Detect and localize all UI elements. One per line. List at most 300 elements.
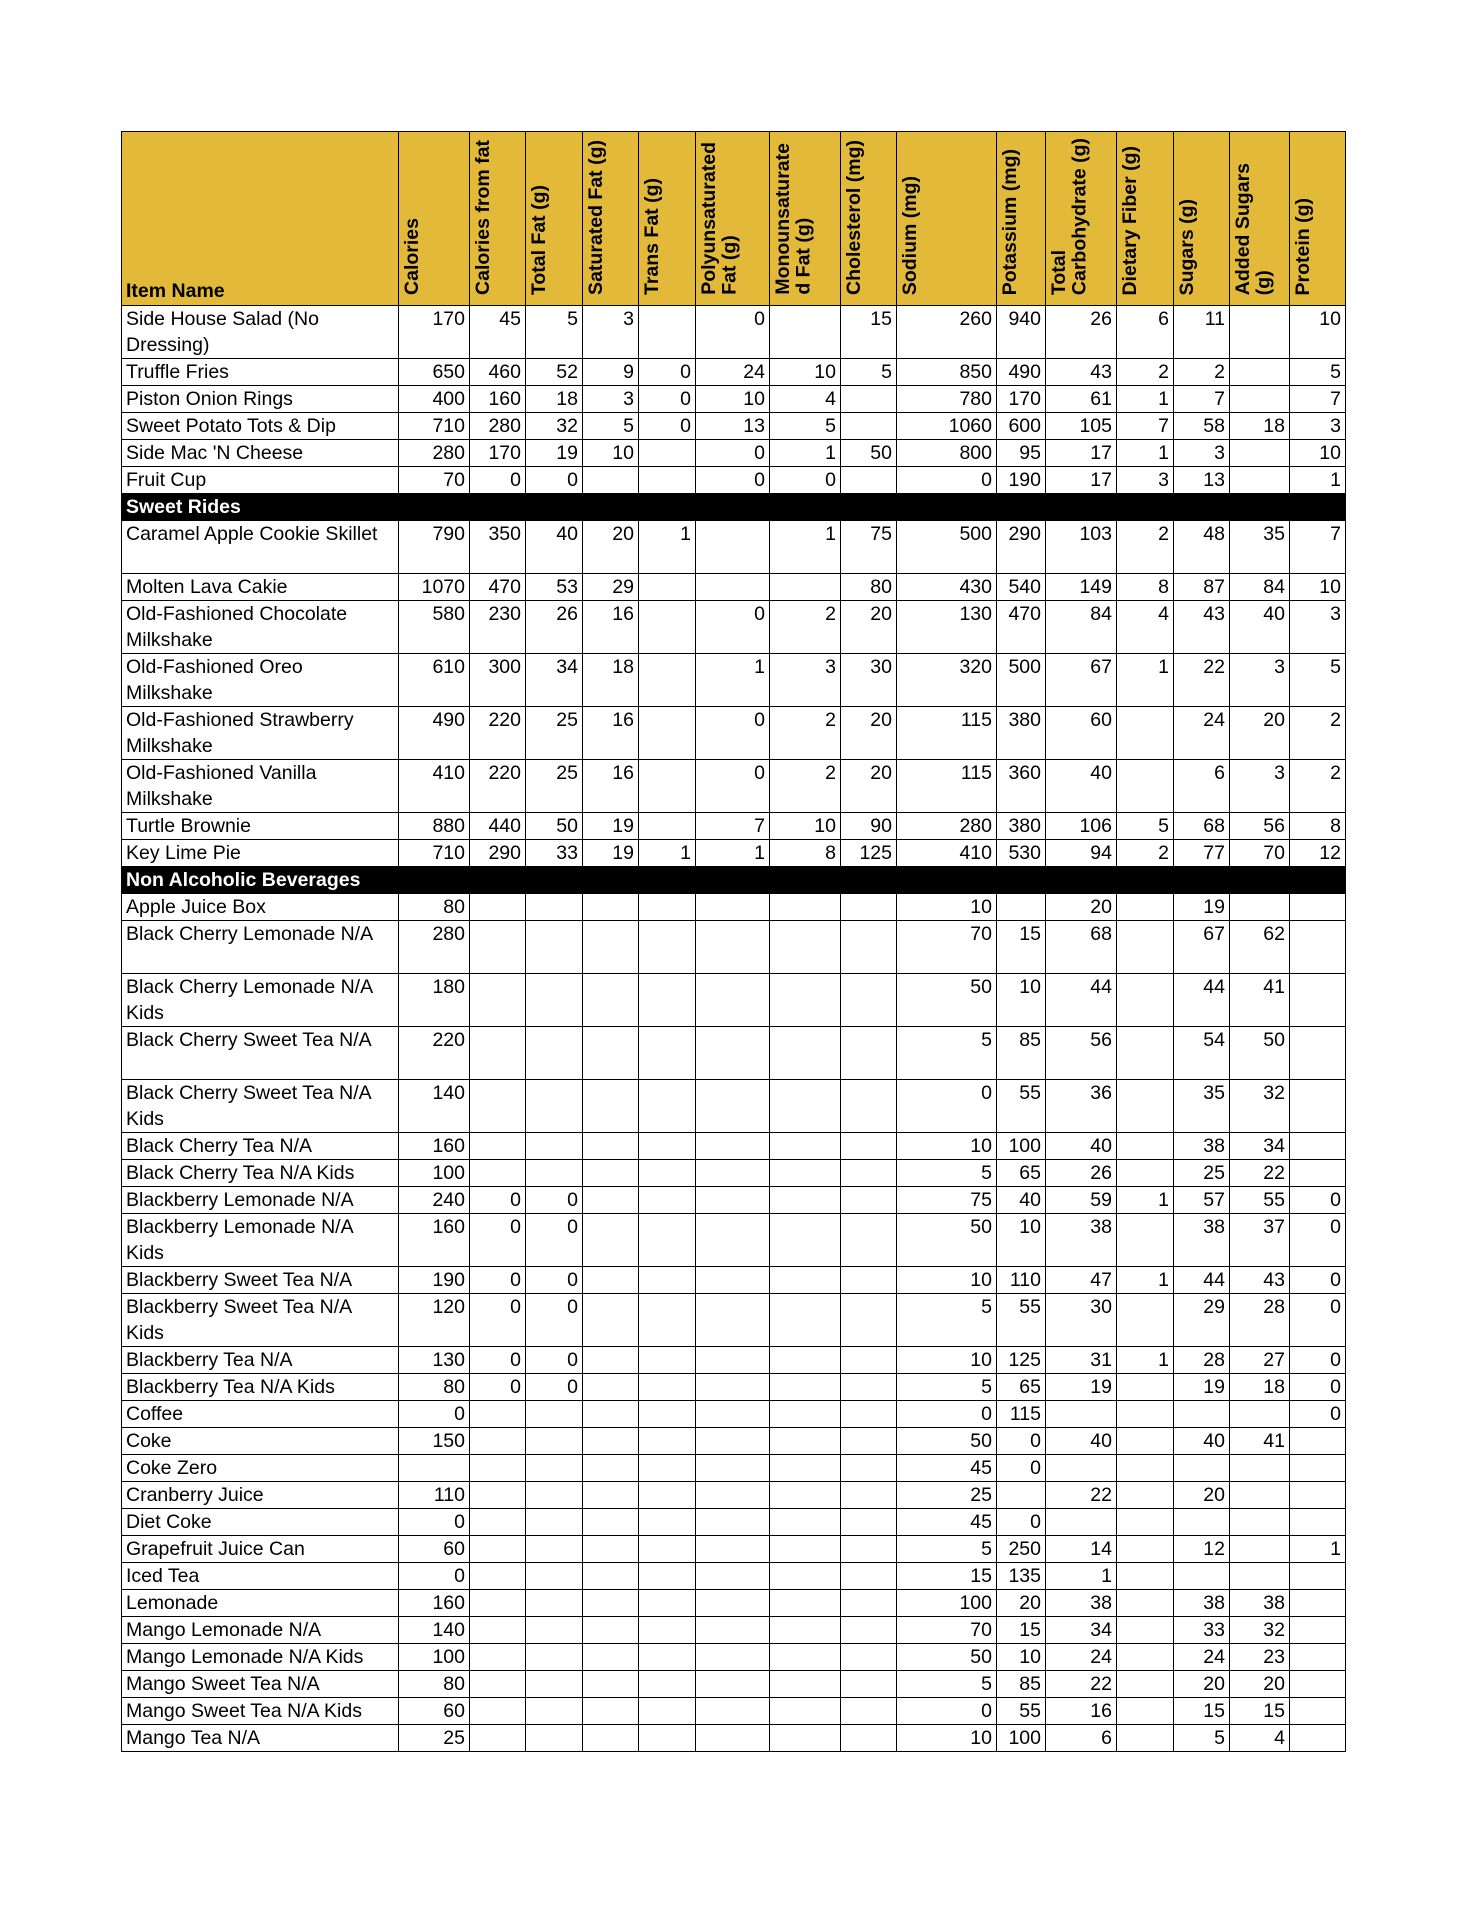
value-cell: 710	[399, 413, 470, 440]
value-cell: 43	[1046, 359, 1117, 386]
value-cell: 70	[399, 467, 470, 494]
value-cell: 4	[1117, 601, 1174, 654]
value-cell: 55	[1230, 1187, 1290, 1214]
value-cell	[639, 894, 696, 921]
value-cell	[639, 1401, 696, 1428]
column-header-label: Potassium (mg)	[999, 148, 1021, 296]
value-cell: 25	[897, 1482, 997, 1509]
value-cell: 3	[1174, 440, 1230, 467]
value-cell: 40	[526, 521, 583, 574]
value-cell	[1117, 1644, 1174, 1671]
item-name-cell: Blackberry Lemonade N/A Kids	[122, 1214, 399, 1267]
value-cell: 0	[897, 467, 997, 494]
value-cell	[583, 1267, 639, 1294]
value-cell	[639, 1267, 696, 1294]
value-cell: 58	[1174, 413, 1230, 440]
value-cell: 65	[997, 1374, 1046, 1401]
value-cell: 45	[897, 1509, 997, 1536]
value-cell: 80	[399, 1671, 470, 1698]
value-cell	[841, 413, 897, 440]
value-cell	[583, 974, 639, 1027]
value-cell	[1290, 1027, 1346, 1080]
value-cell: 10	[1290, 306, 1346, 359]
item-name-cell: Turtle Brownie	[122, 813, 399, 840]
column-header-label: Added Sugars (g)	[1232, 162, 1275, 296]
value-cell: 280	[399, 921, 470, 974]
value-cell: 18	[1230, 1374, 1290, 1401]
value-cell	[696, 1590, 770, 1617]
value-cell	[470, 894, 526, 921]
value-cell	[639, 1698, 696, 1725]
value-cell: 75	[897, 1187, 997, 1214]
value-cell	[1290, 1617, 1346, 1644]
value-cell: 32	[1230, 1617, 1290, 1644]
table-row	[122, 1536, 1346, 1563]
value-cell: 11	[1174, 306, 1230, 359]
value-cell: 190	[399, 1267, 470, 1294]
value-cell: 2	[770, 760, 841, 813]
value-cell: 56	[1046, 1027, 1117, 1080]
value-cell: 7	[1290, 521, 1346, 574]
value-cell: 3	[770, 654, 841, 707]
value-cell	[1230, 359, 1290, 386]
value-cell	[1230, 1482, 1290, 1509]
item-name-cell: Piston Onion Rings	[122, 386, 399, 413]
value-cell: 220	[470, 707, 526, 760]
table-row	[122, 1347, 1346, 1374]
value-cell: 5	[897, 1294, 997, 1347]
value-cell: 1	[1290, 1536, 1346, 1563]
value-cell	[1117, 1401, 1174, 1428]
value-cell	[639, 1374, 696, 1401]
value-cell: 1	[770, 521, 841, 574]
value-cell	[399, 1455, 470, 1482]
value-cell	[841, 1671, 897, 1698]
value-cell: 2	[1290, 760, 1346, 813]
value-cell: 0	[526, 1267, 583, 1294]
value-cell	[639, 1294, 696, 1347]
item-name-cell: Old-Fashioned Chocolate Milkshake	[122, 601, 399, 654]
value-cell	[696, 1536, 770, 1563]
value-cell: 170	[997, 386, 1046, 413]
value-cell: 3	[583, 386, 639, 413]
value-cell	[841, 1563, 897, 1590]
value-cell: 7	[1290, 386, 1346, 413]
value-cell: 280	[470, 413, 526, 440]
value-cell: 40	[1046, 760, 1117, 813]
value-cell	[583, 1401, 639, 1428]
value-cell: 100	[399, 1160, 470, 1187]
value-cell	[997, 894, 1046, 921]
value-cell	[1230, 1509, 1290, 1536]
item-name-cell: Fruit Cup	[122, 467, 399, 494]
value-cell	[841, 1133, 897, 1160]
value-cell: 22	[1174, 654, 1230, 707]
value-cell: 850	[897, 359, 997, 386]
value-cell: 0	[1290, 1187, 1346, 1214]
column-header	[470, 132, 526, 306]
value-cell: 0	[1290, 1294, 1346, 1347]
value-cell: 35	[1230, 521, 1290, 574]
value-cell	[770, 1133, 841, 1160]
table-row	[122, 707, 1346, 760]
value-cell	[1117, 1617, 1174, 1644]
value-cell: 0	[470, 1374, 526, 1401]
value-cell	[470, 1455, 526, 1482]
value-cell: 68	[1046, 921, 1117, 974]
value-cell	[1230, 1536, 1290, 1563]
value-cell: 460	[470, 359, 526, 386]
value-cell: 100	[997, 1133, 1046, 1160]
value-cell	[639, 974, 696, 1027]
value-cell	[583, 1482, 639, 1509]
value-cell	[583, 1027, 639, 1080]
value-cell	[583, 1160, 639, 1187]
value-cell: 1070	[399, 574, 470, 601]
value-cell: 100	[997, 1725, 1046, 1752]
value-cell	[639, 1214, 696, 1267]
value-cell: 25	[526, 707, 583, 760]
item-name-cell: Grapefruit Juice Can	[122, 1536, 399, 1563]
column-header	[526, 132, 583, 306]
item-name-cell: Blackberry Tea N/A Kids	[122, 1374, 399, 1401]
item-name-cell: Key Lime Pie	[122, 840, 399, 867]
value-cell: 2	[770, 707, 841, 760]
value-cell: 0	[770, 467, 841, 494]
value-cell	[841, 1294, 897, 1347]
value-cell: 34	[1046, 1617, 1117, 1644]
value-cell	[583, 1698, 639, 1725]
value-cell: 87	[1174, 574, 1230, 601]
value-cell: 12	[1290, 840, 1346, 867]
value-cell	[583, 894, 639, 921]
value-cell: 490	[997, 359, 1046, 386]
value-cell: 32	[1230, 1080, 1290, 1133]
value-cell	[470, 1509, 526, 1536]
item-name-cell: Blackberry Lemonade N/A	[122, 1187, 399, 1214]
value-cell: 105	[1046, 413, 1117, 440]
value-cell: 1	[1290, 467, 1346, 494]
value-cell	[770, 1160, 841, 1187]
value-cell	[841, 1725, 897, 1752]
table-row	[122, 440, 1346, 467]
value-cell: 19	[1046, 1374, 1117, 1401]
value-cell	[696, 894, 770, 921]
value-cell	[696, 1214, 770, 1267]
item-name-cell: Blackberry Sweet Tea N/A Kids	[122, 1294, 399, 1347]
value-cell	[841, 467, 897, 494]
value-cell	[1117, 1590, 1174, 1617]
value-cell: 5	[897, 1536, 997, 1563]
table-row	[122, 813, 1346, 840]
item-name-cell: Mango Tea N/A	[122, 1725, 399, 1752]
table-row	[122, 1617, 1346, 1644]
value-cell: 2	[1174, 359, 1230, 386]
value-cell: 350	[470, 521, 526, 574]
value-cell	[639, 813, 696, 840]
value-cell: 5	[897, 1027, 997, 1080]
value-cell: 0	[470, 1294, 526, 1347]
value-cell: 160	[399, 1133, 470, 1160]
value-cell	[841, 386, 897, 413]
value-cell	[470, 921, 526, 974]
value-cell: 19	[1174, 894, 1230, 921]
value-cell: 22	[1230, 1160, 1290, 1187]
value-cell: 40	[1174, 1428, 1230, 1455]
value-cell: 190	[997, 467, 1046, 494]
value-cell: 33	[1174, 1617, 1230, 1644]
value-cell	[639, 1617, 696, 1644]
value-cell	[841, 1187, 897, 1214]
value-cell	[1230, 306, 1290, 359]
column-header	[897, 132, 997, 306]
value-cell: 7	[1117, 413, 1174, 440]
value-cell: 10	[770, 359, 841, 386]
value-cell	[841, 974, 897, 1027]
table-row	[122, 1214, 1346, 1267]
table-row	[122, 1428, 1346, 1455]
value-cell	[470, 1698, 526, 1725]
value-cell	[841, 1267, 897, 1294]
value-cell: 22	[1046, 1482, 1117, 1509]
column-header	[1117, 132, 1174, 306]
value-cell: 0	[399, 1401, 470, 1428]
column-header-label: Cholesterol (mg)	[843, 140, 865, 296]
value-cell	[841, 1428, 897, 1455]
value-cell	[770, 1563, 841, 1590]
value-cell: 470	[470, 574, 526, 601]
value-cell: 1	[696, 840, 770, 867]
value-cell: 44	[1046, 974, 1117, 1027]
value-cell: 360	[997, 760, 1046, 813]
value-cell: 5	[1174, 1725, 1230, 1752]
value-cell	[1174, 1563, 1230, 1590]
value-cell: 38	[1174, 1590, 1230, 1617]
value-cell	[639, 1347, 696, 1374]
value-cell: 2	[1290, 707, 1346, 760]
value-cell: 20	[841, 601, 897, 654]
value-cell: 2	[1117, 521, 1174, 574]
value-cell	[770, 1080, 841, 1133]
value-cell: 0	[399, 1563, 470, 1590]
value-cell	[841, 1509, 897, 1536]
value-cell	[526, 1590, 583, 1617]
value-cell	[770, 1482, 841, 1509]
nutrition-table	[121, 131, 1346, 1752]
value-cell: 1060	[897, 413, 997, 440]
value-cell: 44	[1174, 1267, 1230, 1294]
value-cell: 20	[1046, 894, 1117, 921]
value-cell: 100	[399, 1644, 470, 1671]
value-cell	[639, 601, 696, 654]
value-cell: 20	[1174, 1482, 1230, 1509]
column-header	[1290, 132, 1346, 306]
value-cell: 41	[1230, 974, 1290, 1027]
value-cell: 28	[1174, 1347, 1230, 1374]
value-cell	[770, 1698, 841, 1725]
value-cell	[1230, 894, 1290, 921]
value-cell: 13	[696, 413, 770, 440]
value-cell: 25	[1174, 1160, 1230, 1187]
value-cell: 67	[1174, 921, 1230, 974]
item-name-cell: Side Mac 'N Cheese	[122, 440, 399, 467]
value-cell: 0	[639, 359, 696, 386]
item-name-cell: Mango Sweet Tea N/A Kids	[122, 1698, 399, 1725]
table-row	[122, 1671, 1346, 1698]
value-cell	[1290, 1698, 1346, 1725]
value-cell	[770, 1214, 841, 1267]
value-cell: 440	[470, 813, 526, 840]
item-name-cell: Cranberry Juice	[122, 1482, 399, 1509]
value-cell	[526, 1080, 583, 1133]
value-cell: 24	[1046, 1644, 1117, 1671]
value-cell: 25	[399, 1725, 470, 1752]
value-cell	[1117, 1428, 1174, 1455]
value-cell: 10	[696, 386, 770, 413]
value-cell: 149	[1046, 574, 1117, 601]
value-cell: 4	[1230, 1725, 1290, 1752]
value-cell: 240	[399, 1187, 470, 1214]
value-cell: 0	[1290, 1267, 1346, 1294]
table-body	[122, 306, 1346, 1752]
value-cell	[841, 1401, 897, 1428]
value-cell	[526, 1698, 583, 1725]
item-name-cell: Diet Coke	[122, 1509, 399, 1536]
value-cell: 77	[1174, 840, 1230, 867]
value-cell	[639, 1455, 696, 1482]
value-cell	[1117, 1725, 1174, 1752]
value-cell	[526, 1027, 583, 1080]
value-cell: 40	[1046, 1428, 1117, 1455]
table-row	[122, 467, 1346, 494]
value-cell: 13	[1174, 467, 1230, 494]
value-cell	[841, 1482, 897, 1509]
value-cell	[526, 1725, 583, 1752]
table-row	[122, 1160, 1346, 1187]
value-cell	[1117, 1133, 1174, 1160]
value-cell: 55	[997, 1698, 1046, 1725]
value-cell: 80	[399, 1374, 470, 1401]
item-name-cell: Mango Lemonade N/A	[122, 1617, 399, 1644]
column-header-label: Trans Fat (g)	[641, 178, 663, 296]
value-cell	[583, 921, 639, 974]
value-cell: 9	[583, 359, 639, 386]
value-cell	[1174, 1455, 1230, 1482]
value-cell: 40	[1046, 1133, 1117, 1160]
value-cell: 0	[399, 1509, 470, 1536]
value-cell: 70	[1230, 840, 1290, 867]
value-cell: 50	[897, 1214, 997, 1267]
value-cell	[841, 1027, 897, 1080]
value-cell: 115	[897, 707, 997, 760]
value-cell: 38	[1046, 1590, 1117, 1617]
column-header-label: Total Carbohydrate (g)	[1048, 138, 1091, 296]
value-cell: 20	[1230, 1671, 1290, 1698]
table-row	[122, 1644, 1346, 1671]
value-cell	[470, 1590, 526, 1617]
value-cell	[583, 1347, 639, 1374]
value-cell	[639, 1563, 696, 1590]
value-cell: 25	[526, 760, 583, 813]
value-cell	[470, 974, 526, 1027]
value-cell	[696, 1482, 770, 1509]
value-cell: 50	[841, 440, 897, 467]
value-cell: 0	[526, 1214, 583, 1267]
value-cell	[1117, 1455, 1174, 1482]
value-cell: 500	[897, 521, 997, 574]
item-name-cell: Old-Fashioned Oreo Milkshake	[122, 654, 399, 707]
value-cell	[1290, 974, 1346, 1027]
value-cell: 10	[997, 1644, 1046, 1671]
value-cell	[639, 921, 696, 974]
table-row	[122, 413, 1346, 440]
value-cell	[841, 1214, 897, 1267]
value-cell: 410	[399, 760, 470, 813]
value-cell	[526, 1428, 583, 1455]
value-cell: 40	[1230, 601, 1290, 654]
column-header-label: Total Fat (g)	[528, 184, 550, 296]
value-cell	[1117, 1160, 1174, 1187]
value-cell	[1290, 1133, 1346, 1160]
value-cell: 94	[1046, 840, 1117, 867]
value-cell: 7	[696, 813, 770, 840]
value-cell: 85	[997, 1027, 1046, 1080]
value-cell	[1290, 894, 1346, 921]
item-name-cell: Black Cherry Tea N/A	[122, 1133, 399, 1160]
value-cell: 33	[526, 840, 583, 867]
value-cell: 1	[1117, 1347, 1174, 1374]
value-cell	[1046, 1509, 1117, 1536]
value-cell: 3	[1290, 601, 1346, 654]
value-cell	[696, 1428, 770, 1455]
value-cell: 50	[1230, 1027, 1290, 1080]
value-cell: 1	[1046, 1563, 1117, 1590]
value-cell	[470, 1133, 526, 1160]
value-cell	[841, 1536, 897, 1563]
value-cell	[1230, 1563, 1290, 1590]
value-cell: 580	[399, 601, 470, 654]
value-cell: 180	[399, 974, 470, 1027]
value-cell: 470	[997, 601, 1046, 654]
value-cell: 55	[997, 1294, 1046, 1347]
value-cell: 1	[639, 521, 696, 574]
column-header-label: Calories from fat	[472, 140, 494, 296]
value-cell	[696, 1267, 770, 1294]
value-cell: 60	[1046, 707, 1117, 760]
value-cell: 1	[1117, 1187, 1174, 1214]
section-header-row	[122, 867, 1346, 894]
value-cell: 30	[1046, 1294, 1117, 1347]
value-cell: 300	[470, 654, 526, 707]
value-cell: 18	[1230, 413, 1290, 440]
value-cell: 250	[997, 1536, 1046, 1563]
table-row	[122, 1509, 1346, 1536]
value-cell: 12	[1174, 1536, 1230, 1563]
value-cell: 55	[997, 1080, 1046, 1133]
value-cell: 150	[399, 1428, 470, 1455]
value-cell: 1	[639, 840, 696, 867]
value-cell: 5	[583, 413, 639, 440]
value-cell: 5	[897, 1160, 997, 1187]
value-cell: 0	[470, 1347, 526, 1374]
value-cell: 0	[897, 1401, 997, 1428]
value-cell: 18	[583, 654, 639, 707]
value-cell	[841, 1698, 897, 1725]
value-cell: 19	[1174, 1374, 1230, 1401]
value-cell	[696, 1374, 770, 1401]
value-cell: 0	[639, 413, 696, 440]
value-cell	[1290, 1725, 1346, 1752]
